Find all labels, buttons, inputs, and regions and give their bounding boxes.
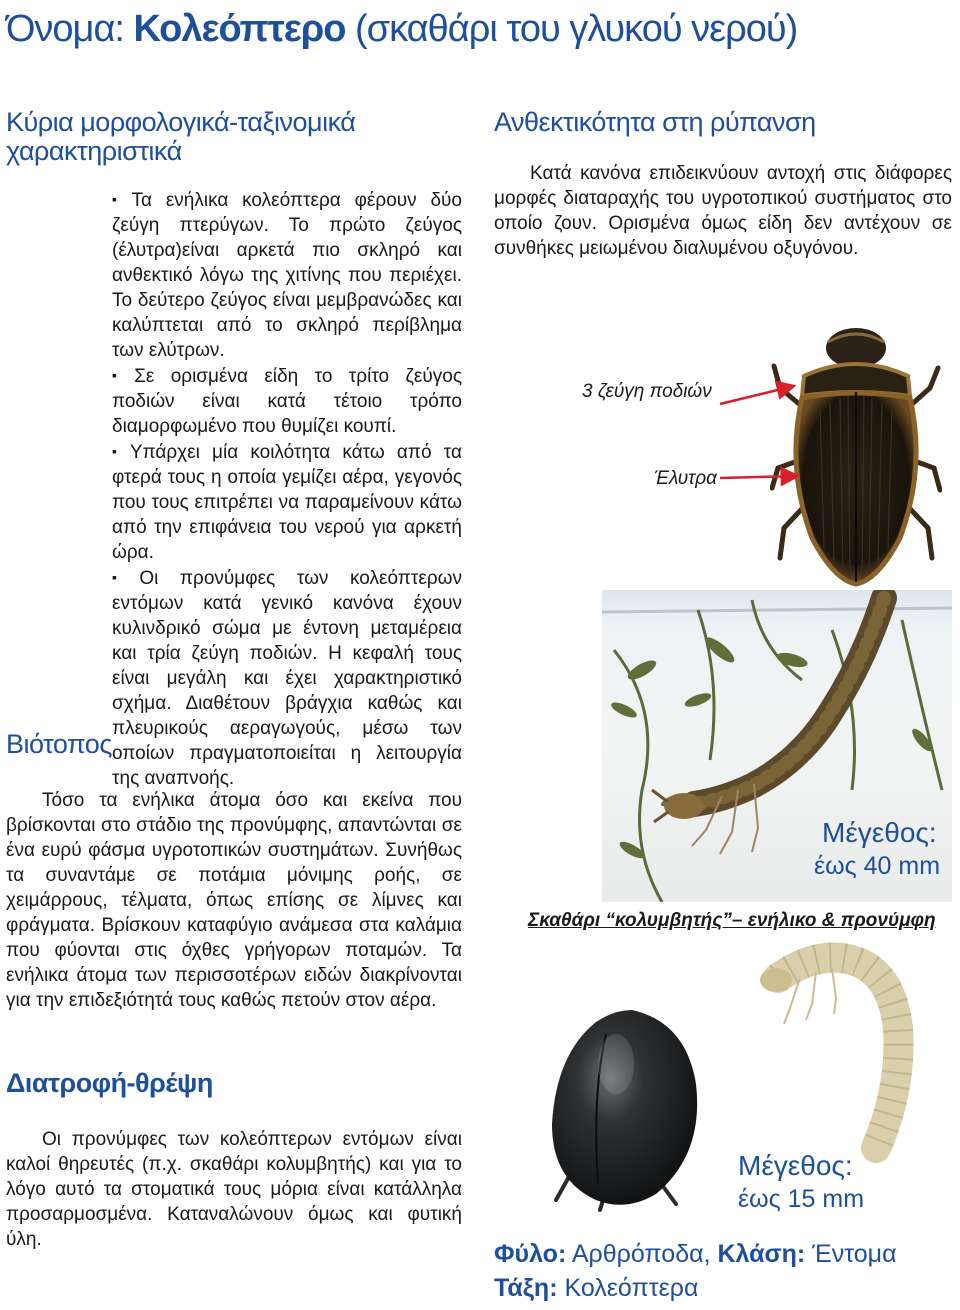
morphology-heading bbox=[6, 108, 466, 166]
morphology-bullet-2: ▪ Σε ορισμένα είδη το τρίτο ζεύγος ποδιών είναι κατά τέτοιο τρόπο διαμορφωμένο που θυμίζει κουπί. bbox=[112, 363, 462, 439]
class-value: Έντομα bbox=[805, 1240, 897, 1268]
photo-caption: Σκαθάρι “κολυμβητής”– ενήλικο & προνύμφη bbox=[528, 910, 936, 931]
class-label: Κλάση: bbox=[717, 1240, 806, 1268]
phylum-value: Αρθρόποδα, bbox=[566, 1240, 718, 1268]
morphology-bullet-1: ▪ Τα ενήλικα κολεόπτερα φέρουν δύο ζεύγη πτερύγων. Το πρώτο ζεύγος (έλυτρα)είναι αρκετά πιο σκληρό και ανθεκτικό λόγω της χιτίνης που περιέχει. Το δεύτερο ζεύγος είναι μεμβρανώδες και καλύπτεται από το σκληρό περίβλημα των ελύτρων. bbox=[112, 187, 462, 363]
habitat-heading: Βιότοπος bbox=[6, 729, 112, 759]
size1-heading: Μέγεθος: bbox=[822, 817, 937, 848]
morphology-heading-line2: χαρακτηριστικά bbox=[6, 136, 182, 166]
size2-heading: Μέγεθος: bbox=[738, 1150, 853, 1181]
elytra-label: Έλυτρα bbox=[654, 468, 717, 489]
label-arrows bbox=[716, 380, 812, 490]
title-prefix: Όνομα: bbox=[6, 8, 134, 50]
habitat-text: Τόσο τα ενήλικα άτομα όσο και εκείνα που βρίσκονται στο στάδιο της προνύμφης, απαντώνται σε ένα ευρύ φάσμα υγροτοπικών συστημάτων. Συνήθως τα συναντάμε σε ποτάμια μόνιμης ροής, σε χειμάρρους, τέλματα, όπως επίσης σε λίμνες και φράγματα. Βρίσκουν καταφύγιο ανάμεσα στα καλάμια που φύονται στις όχθες γρήγορων ποταμών. Τα ενήλικα άτομα των περισσοτέρων ειδών διακρίνονται για την επιδεξιότητά τους καθώς πετούν στον αέρα. bbox=[6, 790, 462, 1011]
morphology-bullet-4: ▪ Οι προνύμφες των κολεόπτερων εντόμων κατά γενικό κανόνα έχουν κυλινδρικό σώμα με έντονη μεταμέρεια και τρία ζεύγη ποδιών. Η κεφαλή τους είναι μεγάλη και έχει χαρακτηριστικό σχήμα. Διαθέτουν βράγχια καθώς και πλευρικούς αεραγωγούς, μέσω των οποίων πραγματοποιείται η λειτουργία της αναπνοής. bbox=[112, 565, 462, 791]
phylum-label: Φύλο: bbox=[494, 1240, 567, 1268]
elytra-arrow bbox=[720, 476, 798, 478]
legs-label: 3 ζεύγη ποδιών bbox=[582, 381, 712, 402]
pollution-text: Κατά κανόνα επιδεικνύουν αντοχή στις διάφορες μορφές διαταραχής του υγροτοπικού συστήματος στο οποίο ζουν. Ορισμένα όμως είδη δεν αντέχουν σε συνθήκες μειωμένου διαλυμένου οξυγόνου. bbox=[494, 163, 952, 259]
larva-pale-photo bbox=[760, 938, 930, 1168]
beetle-adult-photo bbox=[536, 1004, 712, 1214]
order-value: Κολεόπτερα bbox=[557, 1274, 699, 1302]
order-label: Τάξη: bbox=[494, 1274, 558, 1302]
taxonomy-order bbox=[494, 1274, 698, 1303]
morphology-text bbox=[112, 187, 462, 791]
taxonomy-phylum-class bbox=[494, 1240, 897, 1269]
title-suffix: (σκαθάρι του γλυκού νερού) bbox=[345, 8, 798, 50]
legs-arrow bbox=[720, 386, 794, 404]
size1-value: έως 40 mm bbox=[814, 852, 941, 880]
pollution-heading: Ανθεκτικότητα στη ρύπανση bbox=[494, 107, 816, 137]
page-title bbox=[6, 8, 797, 51]
title-name: Κολεόπτερο bbox=[133, 8, 346, 50]
morphology-heading-line1: Κύρια μορφολογικά-ταξινομικά bbox=[6, 107, 356, 137]
diet-text: Οι προνύμφες των κολεόπτερων εντόμων είναι καλοί θηρευτές (π.χ. σκαθάρι κολυμβητής) και για το λόγο αυτό τα στοματικά τους μόρια είναι κατάλληλα προσαρμοσμένα. Καταναλώνουν όμως και φυτική ύλη. bbox=[6, 1129, 462, 1250]
size2-value: έως 15 mm bbox=[738, 1185, 865, 1213]
diet-heading: Διατροφή-θρέψη bbox=[6, 1068, 213, 1098]
morphology-bullet-3: ▪ Υπάρχει μία κοιλότητα κάτω από τα φτερά τους η οποία γεμίζει αέρα, γεγονός που τους επιτρέπει να παραμείνουν κάτω από την επιφάνεια του νερού για αρκετή ώρα. bbox=[112, 439, 462, 565]
